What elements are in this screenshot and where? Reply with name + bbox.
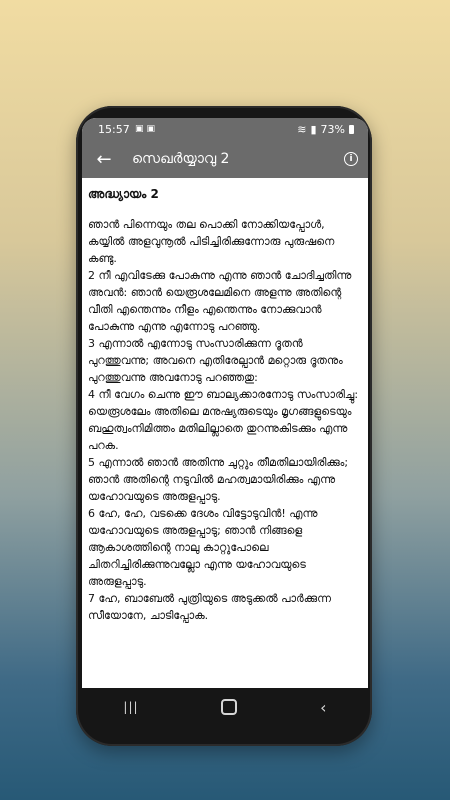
info-icon[interactable]: i xyxy=(344,152,358,166)
nav-back-icon[interactable]: ‹ xyxy=(320,697,327,717)
status-bar xyxy=(82,118,368,142)
verse: 5 എന്നാൽ ഞാൻ അതിന്നു ചുറ്റും തീമതിലായിരിക്കും; ഞാൻ അതിന്റെ നടുവിൽ മഹത്വമായിരിക്കും എന്നു യഹോവയുടെ അരുളപ്പാടു. xyxy=(88,456,349,503)
app-bar xyxy=(82,142,368,178)
verse: 2 നീ എവിടേക്കു പോകുന്നു എന്നു ഞാൻ ചോദിച്ചതിന്നു അവൻ: ഞാൻ യെരൂശലേമിനെ അളന്നു അതിന്റെ വീതി എന്തെന്നും നീളം എന്തെന്നും നോക്കുവാൻ പോകുന്നു എന്നു എന്നോടു പറഞ്ഞു. xyxy=(88,269,352,333)
back-arrow-icon[interactable]: ← xyxy=(96,149,112,170)
verse: 4 നീ വേഗം ചെന്നു ഈ ബാല്യക്കാരനോടു സംസാരിച്ചു: യെരൂശലേം അതിലെ മനുഷ്യരുടെയും മൃഗങ്ങളുടെയും ബഹുത്വംനിമിത്തം മതിലില്ലാതെ തുറന്നുകിടക്കും എന്നു പറക. xyxy=(88,388,359,452)
recents-icon[interactable]: ||| xyxy=(123,700,139,714)
page-title: സെഖർയ്യാവു 2 xyxy=(132,151,230,167)
system-nav-bar xyxy=(82,688,368,726)
app-screen xyxy=(82,118,368,688)
battery-percent: 73% xyxy=(320,123,345,136)
battery-icon xyxy=(349,125,354,134)
notification-icons: ▣▣ xyxy=(135,124,159,134)
status-time: 15:57 xyxy=(98,123,130,136)
verse-list xyxy=(88,216,362,624)
chapter-heading: അദ്ധ്യായം 2 xyxy=(88,187,159,201)
home-icon[interactable] xyxy=(221,699,237,715)
signal-icon: ▮ xyxy=(310,123,317,136)
wifi-icon: ≋ xyxy=(297,123,307,136)
verse: 3 എന്നാൽ എന്നോടു സംസാരിക്കുന്ന ദൂതൻ പുറത്തുവന്നു; അവനെ എതിരേല്പാൻ മറ്റൊരു ദൂതനും പുറത്തുവന്നു അവനോടു പറഞ്ഞതു: xyxy=(88,337,343,384)
verse: 7 ഹേ, ബാബേൽ പുത്രിയുടെ അടുക്കൽ പാർക്കുന്ന സീയോനേ, ചാടിപ്പോക. xyxy=(88,592,331,622)
status-right xyxy=(297,123,354,136)
verse: ഞാൻ പിന്നെയും തല പൊക്കി നോക്കിയപ്പോൾ, കയ്യിൽ അളവുനൂൽ പിടിച്ചിരിക്കുന്നോരു പുരുഷനെ കണ്ടു. xyxy=(88,218,335,265)
verse: 6 ഹേ, ഹേ, വടക്കെ ദേശം വിട്ടോടുവിൻ! എന്നു യഹോവയുടെ അരുളപ്പാടു; ഞാൻ നിങ്ങളെ ആകാശത്തിന്റെ നാലു കാറ്റുപോലെ ചിതറിച്ചിരിക്കുന്നുവല്ലോ എന്നു യഹോവയുടെ അരുളപ്പാടു. xyxy=(88,507,318,588)
chapter-content[interactable] xyxy=(82,178,368,684)
